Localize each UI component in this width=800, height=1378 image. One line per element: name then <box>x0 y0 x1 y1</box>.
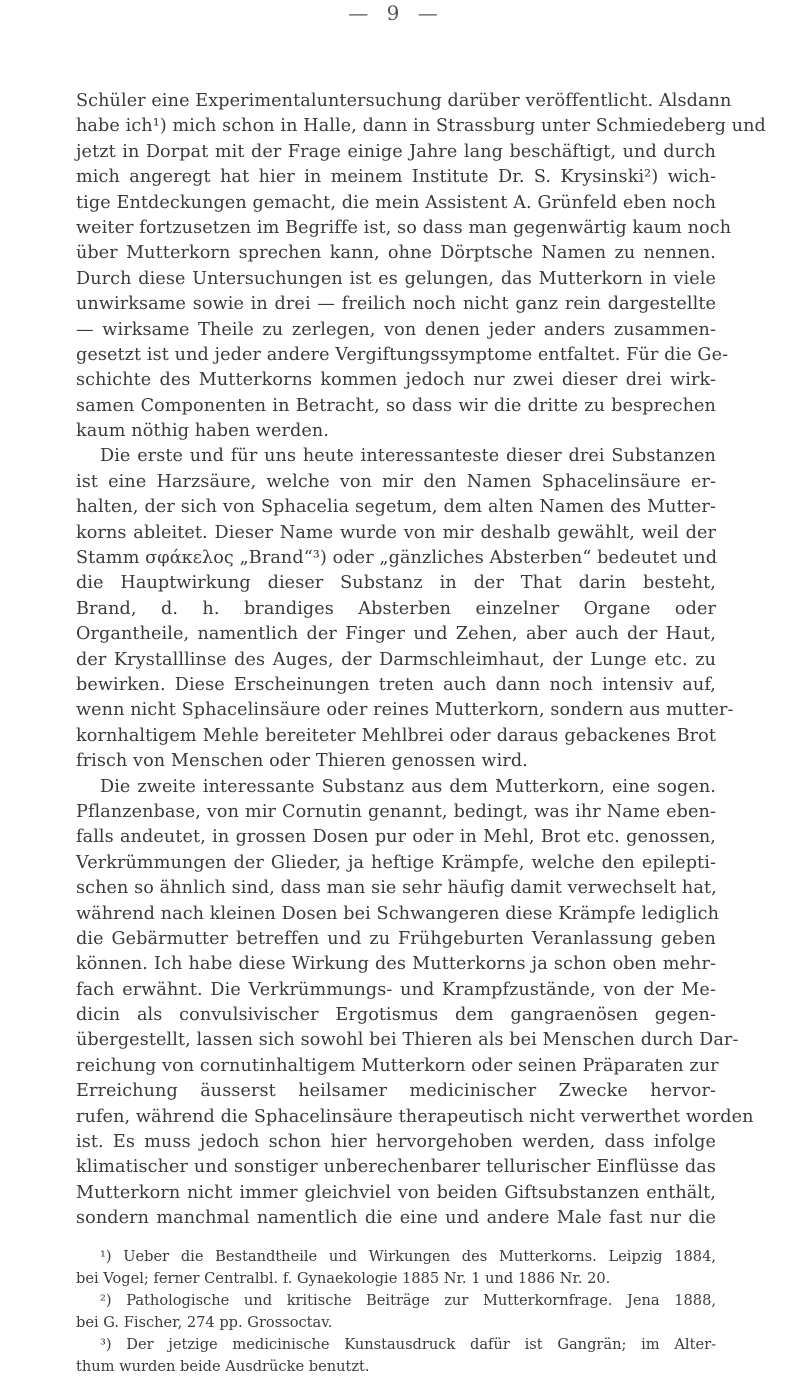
text-line: dicin als convulsivischer Ergotismus dem gangraenösen gegen- <box>76 1005 716 1026</box>
text-line: schen so ähnlich sind, dass man sie sehr häufig damit verwechselt hat, <box>76 878 717 899</box>
text-line: frisch von Menschen oder Thieren genossen wird. <box>76 751 528 772</box>
footnotes <box>76 1240 716 1378</box>
paragraph-start-line: Die erste und für uns heute interessanteste dieser drei Substanzen <box>100 446 716 467</box>
text-line: Schüler eine Experimentaluntersuchung darüber veröffentlicht. Alsdann <box>76 91 732 111</box>
text-line: unwirksame sowie in drei — freilich noch nicht ganz rein dargestellte <box>76 294 716 315</box>
text-line: samen Componenten in Betracht, so dass wir die dritte zu besprechen <box>76 395 716 416</box>
document-page <box>76 0 766 1378</box>
text-line: falls andeutet, in grossen Dosen pur oder in Mehl, Brot etc. genossen, <box>76 827 716 848</box>
text-line: die Gebärmutter betreffen und zu Frühgeburten Veranlassung geben <box>76 928 716 949</box>
footnote-line: ¹) Ueber die Bestandtheile und Wirkungen des Mutterkorns. Leipzig 1884, <box>100 1247 716 1265</box>
text-line: Verkrümmungen der Glieder, ja heftige Krämpfe, welche den epilepti- <box>76 852 716 873</box>
text-line: die Hauptwirkung dieser Substanz in der That darin besteht, <box>76 573 716 594</box>
text-line: klimatischer und sonstiger unberechenbarer tellurischer Einflüsse das <box>76 1157 716 1178</box>
text-line: Brand, d. h. brandiges Absterben einzelner Organe oder <box>76 598 716 619</box>
text-line: — wirksame Theile zu zerlegen, von denen jeder anders zusammen- <box>76 319 716 340</box>
text-line: übergestellt, lassen sich sowohl bei Thieren als bei Menschen durch Dar- <box>76 1030 739 1051</box>
text-line: Organtheile, namentlich der Finger und Zehen, aber auch der Haut, <box>76 624 716 645</box>
text-line: Mutterkorn nicht immer gleichviel von beiden Giftsubstanzen enthält, <box>76 1182 716 1203</box>
paragraph-start-line: Die zweite interessante Substanz aus dem Mutterkorn, eine sogen. <box>100 776 716 797</box>
text-line: weiter fortzusetzen im Begriffe ist, so dass man gegenwärtig kaum noch <box>76 217 732 238</box>
text-line: fach erwähnt. Die Verkrümmungs- und Krampfzustände, von der Me- <box>76 979 716 1000</box>
text-line: gesetzt ist und jeder andere Vergiftungssymptome entfaltet. Für die Ge- <box>76 344 729 365</box>
text-line: Durch diese Untersuchungen ist es gelungen, das Mutterkorn in viele <box>76 268 716 289</box>
text-line: Stamm σφάκελος „Brand“³) oder „gänzliches Absterben“ bedeutet und <box>76 548 718 569</box>
text-line: können. Ich habe diese Wirkung des Mutterkorns ja schon oben mehr- <box>76 954 716 975</box>
text-line: während nach kleinen Dosen bei Schwangeren diese Krämpfe lediglich <box>76 903 720 924</box>
page-number: — 9 — <box>348 1 444 25</box>
text-line: bewirken. Diese Erscheinungen treten auch dann noch intensiv auf, <box>76 674 716 695</box>
footnote-line: bei Vogel; ferner Centralbl. f. Gynaekologie 1885 Nr. 1 und 1886 Nr. 20. <box>76 1269 611 1287</box>
body-text <box>76 89 766 1232</box>
text-line: kornhaltigem Mehle bereiteter Mehlbrei oder daraus gebackenes Brot <box>76 725 716 746</box>
text-line: sondern manchmal namentlich die eine und andere Male fast nur die <box>76 1208 716 1229</box>
text-line: habe ich¹) mich schon in Halle, dann in Strassburg unter Schmiedeberg und <box>76 116 766 137</box>
footnote-line: thum wurden beide Ausdrücke benutzt. <box>76 1357 370 1375</box>
footnote-line: ³) Der jetzige medicinische Kunstausdruck dafür ist Gangrän; im Alter- <box>100 1335 716 1353</box>
text-line: schichte des Mutterkorns kommen jedoch nur zwei dieser drei wirk- <box>76 370 716 391</box>
footnote-line: ²) Pathologische und kritische Beiträge zur Mutterkornfrage. Jena 1888, <box>100 1291 716 1309</box>
text-line: jetzt in Dorpat mit der Frage einige Jahre lang beschäftigt, und durch <box>76 141 716 162</box>
text-line: Erreichung äusserst heilsamer medicinischer Zwecke hervor- <box>76 1081 716 1102</box>
footnote-line: bei G. Fischer, 274 pp. Grossoctav. <box>76 1313 333 1331</box>
text-line: ist eine Harzsäure, welche von mir den Namen Sphacelinsäure er- <box>76 471 716 492</box>
text-line: wenn nicht Sphacelinsäure oder reines Mutterkorn, sondern aus mutter- <box>76 700 734 721</box>
text-line: korns ableitet. Dieser Name wurde von mir deshalb gewählt, weil der <box>76 522 716 543</box>
text-line: Pflanzenbase, von mir Cornutin genannt, bedingt, was ihr Name eben- <box>76 801 716 822</box>
text-line: rufen, während die Sphacelinsäure therapeutisch nicht verwerthet worden <box>76 1106 754 1127</box>
text-line: über Mutterkorn sprechen kann, ohne Dörptsche Namen zu nennen. <box>76 243 716 264</box>
text-line: halten, der sich von Sphacelia segetum, dem alten Namen des Mutter- <box>76 497 716 518</box>
text-line: ist. Es muss jedoch schon hier hervorgehoben werden, dass infolge <box>76 1132 716 1153</box>
text-line: kaum nöthig haben werden. <box>76 421 329 442</box>
text-line: tige Entdeckungen gemacht, die mein Assistent A. Grünfeld eben noch <box>76 192 716 213</box>
text-line: reichung von cornutinhaltigem Mutterkorn oder seinen Präparaten zur <box>76 1055 719 1076</box>
text-line: der Krystalllinse des Auges, der Darmschleimhaut, der Lunge etc. zu <box>76 649 716 670</box>
text-line: mich angeregt hat hier in meinem Institute Dr. S. Krysinski²) wich- <box>76 167 716 188</box>
